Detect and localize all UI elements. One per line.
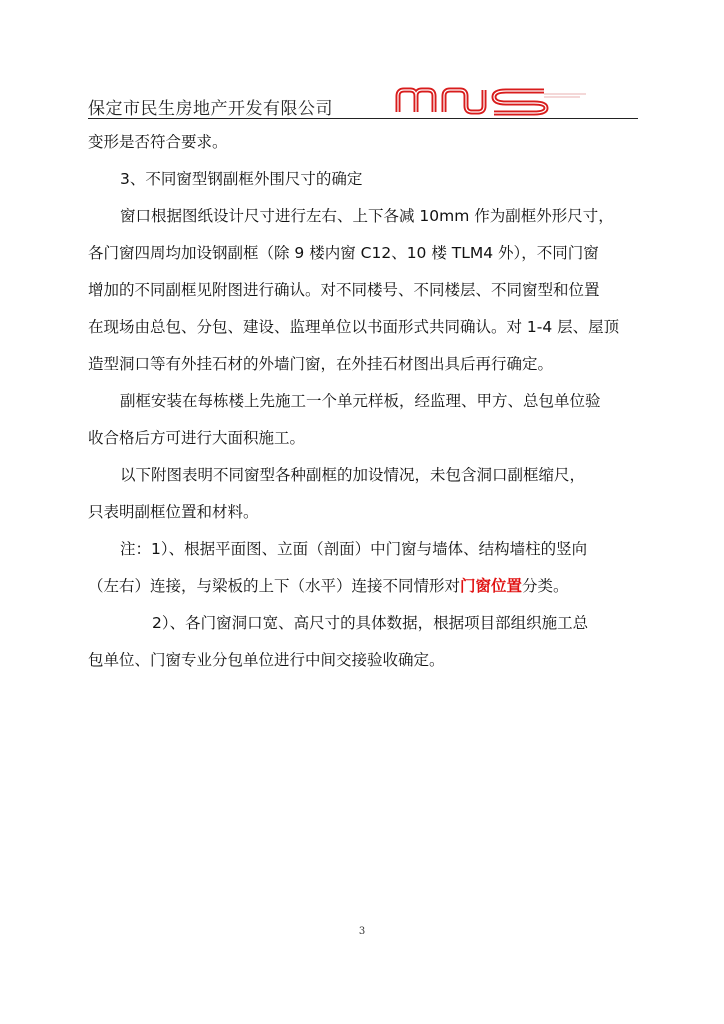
paragraph-line: 增加的不同副框见附图进行确认。对不同楼号、不同楼层、不同窗型和位置 <box>88 281 600 299</box>
document-body <box>88 124 640 679</box>
highlighted-term: 门窗位置 <box>460 577 523 595</box>
note-text: （左右）连接，与梁板的上下（水平）连接不同情形对 <box>88 577 461 595</box>
page-header <box>88 84 638 119</box>
note-line <box>88 568 640 605</box>
paragraph-line: 在现场由总包、分包、建设、监理单位以书面形式共同确认。对 1-4 层、屋顶 <box>88 318 620 336</box>
page-number: 3 <box>358 926 366 937</box>
paragraph-line: 造型洞口等有外挂石材的外墙门窗，在外挂石材图出具后再行确定。 <box>88 355 554 373</box>
paragraph-line: 只表明副框位置和材料。 <box>88 503 259 521</box>
note-text: 分类。 <box>522 577 569 595</box>
paragraph-line: 变形是否符合要求。 <box>88 133 228 151</box>
paragraph-line: 副框安装在每栋楼上先施工一个单元样板，经监理、甲方、总包单位验 <box>120 392 601 410</box>
paragraph-line: 以下附图表明不同窗型各种副框的加设情况，未包含洞口副框缩尺， <box>120 466 586 484</box>
paragraph-line: 窗口根据图纸设计尺寸进行左右、上下各减 10mm 作为副框外形尺寸， <box>120 207 614 225</box>
note-line: 包单位、门窗专业分包单位进行中间交接验收确定。 <box>88 651 445 669</box>
section-heading: 3、不同窗型钢副框外围尺寸的确定 <box>120 170 363 188</box>
company-logo <box>394 84 590 116</box>
paragraph-line: 收合格后方可进行大面积施工。 <box>88 429 306 447</box>
paragraph-line: 各门窗四周均加设钢副框（除 9 楼内窗 C12、10 楼 TLM4 外），不同门窗 <box>88 244 599 262</box>
note-line: 注：1）、根据平面图、立面（剖面）中门窗与墙体、结构墙柱的竖向 <box>120 540 588 558</box>
note-line: 2）、各门窗洞口宽、高尺寸的具体数据，根据项目部组织施工总 <box>152 614 589 632</box>
company-name: 保定市民生房地产开发有限公司 <box>88 99 333 119</box>
